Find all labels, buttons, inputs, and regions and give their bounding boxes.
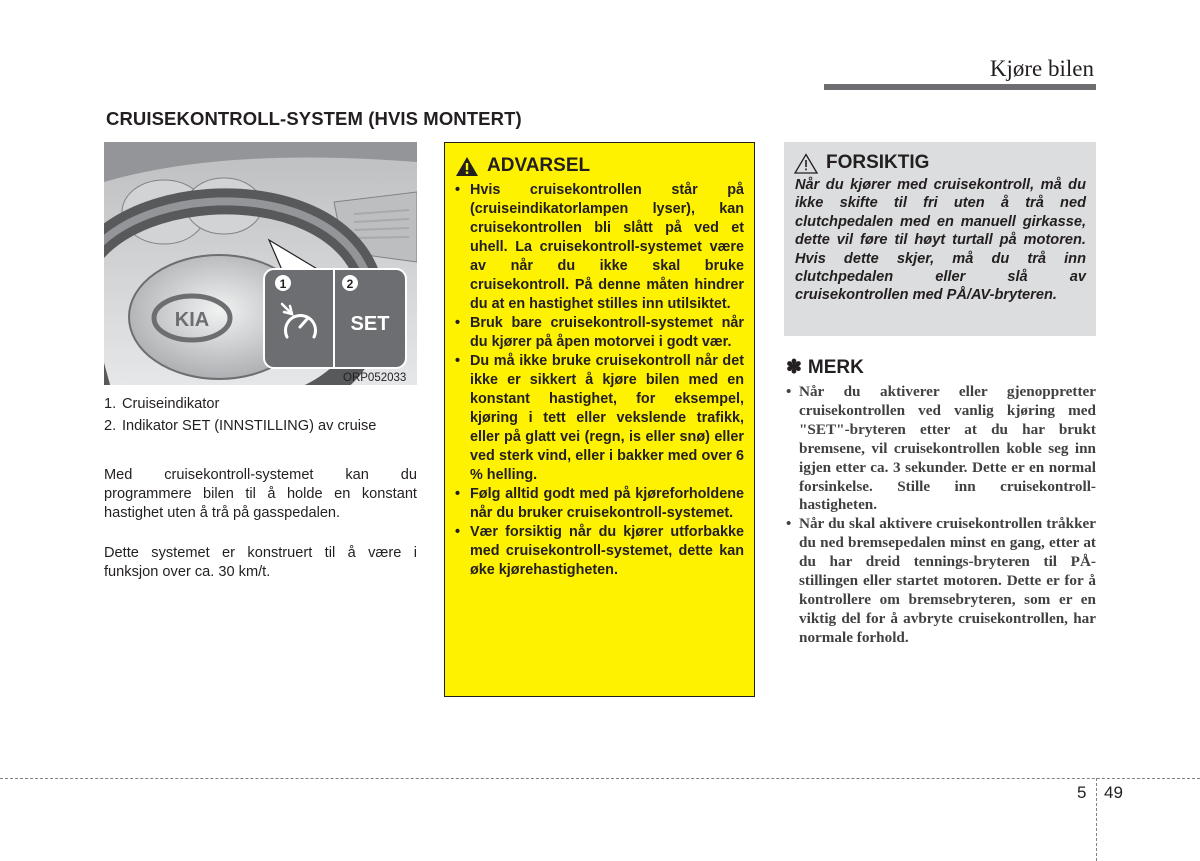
- warning-item: [455, 485, 744, 523]
- steering-wheel-illustration: [104, 142, 417, 385]
- body-paragraph-1: Med cruisekontroll-systemet kan du programmere bilen til å holde en konstant hastighet uten å trå på gasspedalen.: [104, 467, 417, 521]
- steering-wheel-drawing: [104, 142, 417, 385]
- note-item: [786, 515, 1096, 647]
- bullet: •: [455, 524, 461, 540]
- legend-item: [104, 395, 417, 414]
- bullet: •: [786, 515, 792, 533]
- chapter-number: 5: [1077, 783, 1087, 802]
- warning-item: [455, 314, 744, 352]
- note-item-text: Når du skal aktivere cruisekontrollen tråkker du ned bremsepedalen minst en gang, etter at du har dreid tennings-bryteren til PÅ-stillingen eller startet motoren. Dette er for å kontrollere om bremsebryteren, som er en viktig del for å avbryte cruisekontrollen, har normale forhold.: [799, 515, 1096, 646]
- page-number: 49: [1104, 783, 1123, 802]
- figure-code: ORP052033: [343, 372, 407, 384]
- section-title: CRUISEKONTROLL-SYSTEM (HVIS MONTERT): [106, 108, 522, 129]
- note-asterisk-icon: ✽: [786, 357, 802, 378]
- warning-item-text: Du må ikke bruke cruisekontroll når det ikke er sikkert å kjøre bilen med en konstant hastighet, for eksempel, kjøring i tett eller vekslende trafikk, eller på glatt vei (regn, is eller snø) eller ved sterk vind, eller i bakker med over 6 % helling.: [470, 353, 744, 483]
- warning-item: [455, 352, 744, 485]
- warning-item-text: Følg alltid godt med på kjøreforholdene når du bruker cruisekontroll-systemet.: [470, 486, 744, 521]
- bullet: •: [455, 486, 461, 502]
- warning-title: ADVARSEL: [487, 155, 591, 176]
- warning-item-text: Bruk bare cruisekontroll-systemet når du kjører på åpen motorvei i godt vær.: [470, 315, 744, 350]
- caution-box: [784, 142, 1096, 336]
- warning-item: [455, 523, 744, 580]
- kia-logo: KIA: [174, 309, 210, 331]
- warning-item-text: Vær forsiktig når du kjører utforbakke med cruisekontroll-systemet, dette kan øke kjørehastigheten.: [470, 524, 744, 578]
- caution-text: Når du kjører med cruisekontroll, må du ikke skifte til fri uten å trå ned clutchpedalen med en manuell girkasse, dette vil føre til høyt turtall på motoren. Hvis dette skjer, må du trå inn clutchpedalen eller slå av cruisekontrollen med PÅ/AV-bryteren.: [795, 177, 1086, 304]
- note-list: [786, 383, 1096, 648]
- caution-title: FORSIKTIG: [826, 152, 930, 173]
- warning-triangle-icon: [455, 156, 479, 177]
- note-item-text: Når du aktiverer eller gjenoppretter cruisekontrollen ved vanlig kjøring med "SET"-bryteren etter at du har brukt bremsene, vil cruisekontrollen koble seg inn igjen etter ca. 3 sekunder. Dette er en normal forsinkelse. Stille inn cruisekontroll-hastigheten.: [799, 383, 1096, 514]
- caution-header: [794, 152, 1086, 174]
- note-title: MERK: [807, 356, 864, 378]
- legend-number: 1.: [104, 396, 117, 412]
- callout-2-label: 2: [346, 277, 354, 291]
- note-item: [786, 383, 1096, 515]
- bullet: •: [786, 383, 792, 400]
- warning-item-text: Hvis cruisekontrollen står på (cruiseindikatorlampen lyser), kan cruisekontrollen bli slått på ved et uhell. La cruisekontroll-systemet være av når du ikke skal bruke cruisekontroll. På denne måten hindrer du at en hastighet stilles inn utilsiktet.: [470, 182, 744, 312]
- warning-header: [455, 155, 744, 177]
- note-header: [786, 356, 864, 379]
- chapter-title: Kjøre bilen: [989, 56, 1094, 81]
- legend-item: [104, 417, 417, 436]
- set-indicator-label: SET: [350, 313, 390, 335]
- legend-text: Indikator SET (INNSTILLING) av cruise: [122, 418, 377, 434]
- warning-list: [455, 181, 744, 580]
- chapter-rule: [824, 84, 1096, 90]
- figure-legend: [104, 395, 417, 436]
- footer-divider: [0, 778, 1200, 779]
- page-number-divider: [1096, 778, 1097, 861]
- warning-box: [444, 142, 755, 697]
- bullet: •: [455, 315, 461, 331]
- bullet: •: [455, 182, 461, 198]
- warning-item: [455, 181, 744, 314]
- legend-text: Cruiseindikator: [122, 396, 220, 412]
- callout-1-label: 1: [279, 277, 287, 291]
- body-paragraph-2: Dette systemet er konstruert til å være i funksjon over ca. 30 km/t.: [104, 545, 417, 580]
- bullet: •: [455, 353, 461, 369]
- caution-triangle-icon: [794, 153, 818, 174]
- legend-number: 2.: [104, 418, 117, 434]
